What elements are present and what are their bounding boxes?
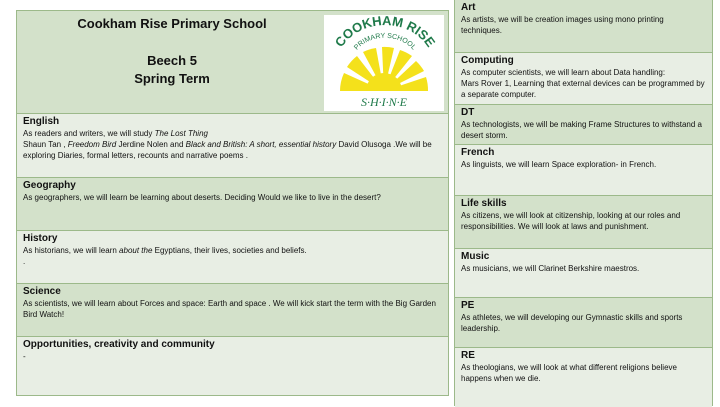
subject-pe — [455, 298, 712, 348]
subject-body — [23, 128, 442, 161]
class-name: Beech 5 — [147, 53, 197, 68]
subject-french — [455, 145, 712, 196]
body-text: As geographers, we will learn be learning about deserts. Deciding Would we like to live in the desert? — [23, 193, 381, 202]
body-text: As citizens, we will look at citizenship, looking at our roles and responsibilities. We will look at laws and punishment. — [461, 211, 681, 231]
subject-body — [461, 119, 706, 141]
body-text: As linguists, we will learn Space exploration- in French. — [461, 160, 657, 169]
svg-text:COOKHAM RISE: COOKHAM RISE — [331, 15, 439, 50]
subject-title: Science — [23, 286, 61, 297]
subject-title: Geography — [23, 180, 76, 191]
body-text: As technologists, we will be making Frame Structures to withstand a desert storm. — [461, 120, 702, 140]
term-name: Spring Term — [134, 71, 210, 86]
header-row — [17, 11, 448, 114]
subject-body — [461, 67, 706, 100]
subject-title: Music — [461, 251, 490, 262]
body-text: As artists, we will be creation images using mono printing techniques. — [461, 15, 664, 35]
subject-science — [17, 284, 448, 337]
body-text: As scientists, we will learn about Forces and space: Earth and space . We will kick start the term with the Big Garden Bird Watch! — [23, 299, 436, 319]
subject-body — [461, 312, 706, 334]
body-text: Egyptians, their lives, societies and beliefs. — [152, 246, 307, 255]
italic-title-text: Black and British: A short, essential history — [185, 140, 337, 149]
subject-dt — [455, 105, 712, 145]
italic-title-text: The Lost Thing — [154, 129, 208, 138]
subject-re — [455, 348, 712, 407]
italic-title-text: Freedom Bird — [67, 140, 117, 149]
body-text: David Olusoga .We will be exploring Diaries, formal letters, recounts and narrative poems . — [23, 140, 432, 160]
subject-body — [23, 351, 442, 362]
school-name: Cookham Rise Primary School — [77, 16, 267, 31]
body-text: . — [23, 257, 26, 266]
subject-title: Life skills — [461, 198, 507, 209]
body-text: As theologians, we will look at what different religions believe happens when we die. — [461, 363, 677, 383]
subject-history — [17, 231, 448, 284]
body-text: As athletes, we will developing our Gymnastic skills and sports leadership. — [461, 313, 683, 333]
body-text: Shaun Tan , — [23, 140, 68, 149]
right-curriculum-table — [454, 0, 713, 406]
body-text: As computer scientists, we will learn about Data handling: — [461, 68, 666, 77]
subject-opportunities — [17, 337, 448, 395]
subject-title: PE — [461, 300, 475, 311]
subject-geography — [17, 178, 448, 231]
subject-title: French — [461, 147, 495, 158]
subject-english — [17, 114, 448, 178]
subject-body — [461, 210, 706, 232]
subject-title: Opportunities, creativity and community — [23, 339, 215, 350]
subject-body — [461, 159, 706, 170]
body-text: As historians, we will learn — [23, 246, 120, 255]
body-text: Jerdine Nolen and — [116, 140, 186, 149]
subject-life-skills — [455, 196, 712, 249]
subject-computing — [455, 53, 712, 105]
subject-title: Art — [461, 2, 476, 13]
italic-title-text: about the — [119, 246, 153, 255]
svg-text:S·H·I·N·E: S·H·I·N·E — [361, 95, 407, 109]
subject-art — [455, 0, 712, 53]
subject-body — [23, 298, 442, 320]
subject-title: RE — [461, 350, 475, 361]
body-text: Mars Rover 1, Learning that external devices can be programmed by a separate computer. — [461, 79, 705, 99]
subject-body — [23, 192, 442, 203]
subject-body — [461, 263, 706, 274]
subject-title: Computing — [461, 55, 514, 66]
subject-body — [23, 245, 442, 267]
svg-text:PRIMARY SCHOOL: PRIMARY SCHOOL — [353, 32, 417, 52]
subject-title: History — [23, 233, 58, 244]
subject-title: DT — [461, 107, 475, 118]
body-text: As readers and writers, we will study — [23, 129, 155, 138]
school-logo — [324, 15, 444, 111]
subject-music — [455, 249, 712, 298]
subject-body — [461, 14, 706, 36]
body-text: As musicians, we will Clarinet Berkshire maestros. — [461, 264, 640, 273]
subject-title: English — [23, 116, 60, 127]
body-text: - — [23, 352, 26, 361]
left-curriculum-table — [16, 10, 449, 396]
subject-body — [461, 362, 706, 384]
